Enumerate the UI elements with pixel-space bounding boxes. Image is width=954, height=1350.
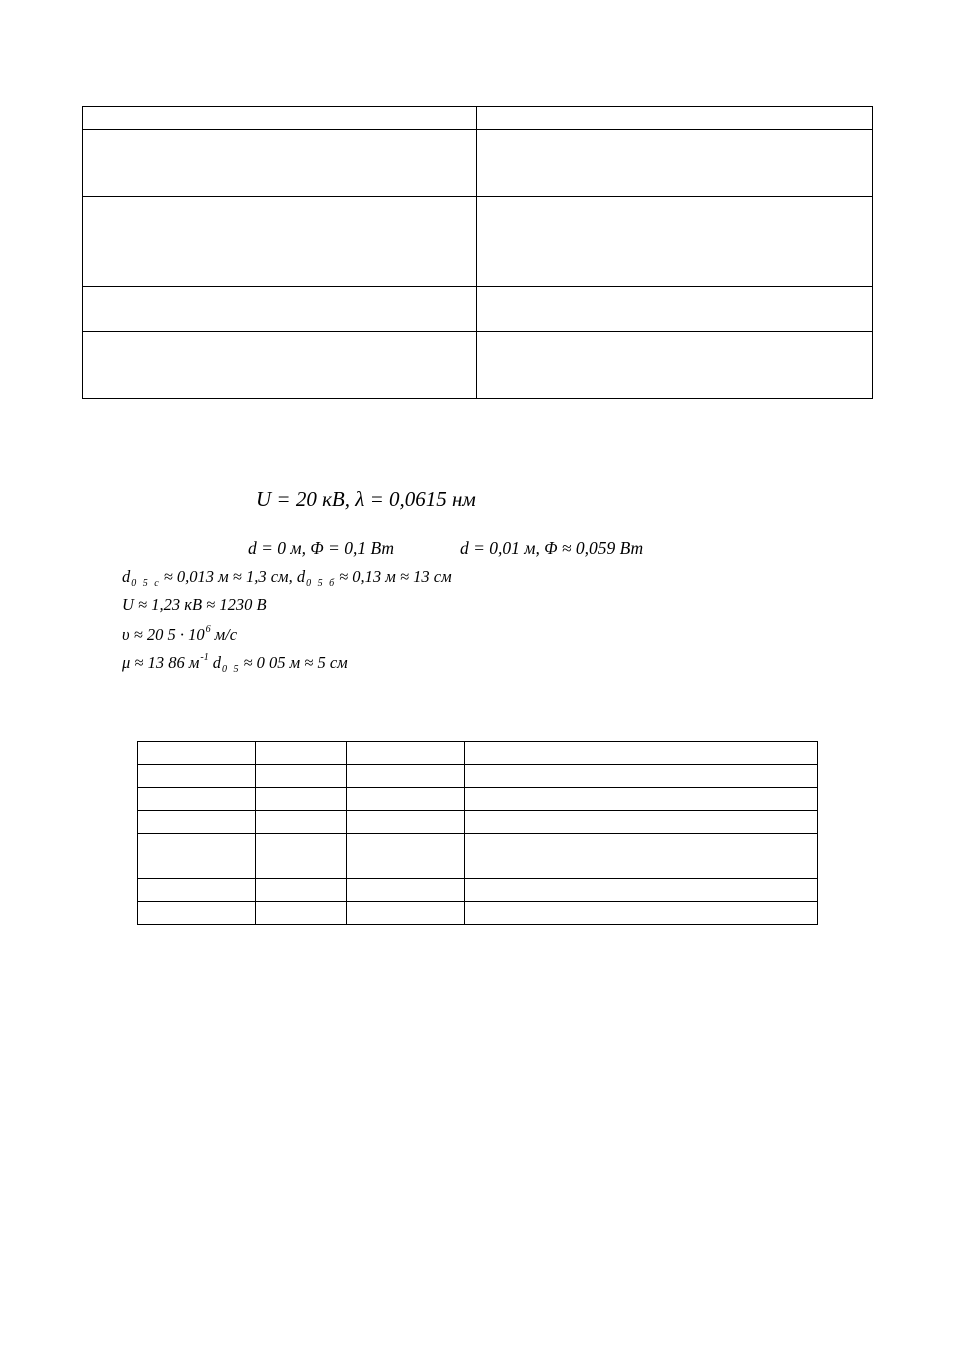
table-row <box>138 902 818 925</box>
table-cell <box>83 130 477 197</box>
table-row <box>138 879 818 902</box>
table-cell <box>477 197 873 287</box>
table-row <box>138 811 818 834</box>
table-row <box>138 788 818 811</box>
table-cell <box>83 287 477 332</box>
formula-part: ≈ 0,13 м ≈ 13 см <box>339 567 452 586</box>
formula-part: μ ≈ 13 86 м <box>122 653 200 672</box>
table-cell <box>465 879 818 902</box>
table-cell <box>347 811 465 834</box>
table-cell <box>138 811 256 834</box>
table-cell <box>256 788 347 811</box>
table-cell <box>256 811 347 834</box>
table-cell <box>465 765 818 788</box>
table-cell <box>477 130 873 197</box>
table-cell <box>138 742 256 765</box>
table-cell <box>256 879 347 902</box>
table-cell <box>138 788 256 811</box>
table-cell <box>83 197 477 287</box>
table-cell <box>465 742 818 765</box>
table-cell <box>256 765 347 788</box>
table-cell <box>138 879 256 902</box>
table-cell <box>347 902 465 925</box>
table-row <box>83 130 873 197</box>
table-cell <box>477 287 873 332</box>
table-cell <box>138 765 256 788</box>
table-row <box>83 197 873 287</box>
table-cell <box>347 765 465 788</box>
table-cell <box>347 788 465 811</box>
table-row <box>83 107 873 130</box>
formula-part: ≈ 0 05 м ≈ 5 см <box>243 653 348 672</box>
table-cell <box>83 332 477 399</box>
formula-velocity <box>122 625 237 644</box>
formula-case-2: d = 0,01 м, Φ ≈ 0,059 Вт <box>460 538 644 558</box>
table-cell <box>347 742 465 765</box>
formula-superscript: -1 <box>200 652 209 663</box>
formula-given: U = 20 кВ, λ = 0,0615 нм <box>256 487 476 511</box>
table-cell <box>347 879 465 902</box>
table-cell <box>465 811 818 834</box>
table-cell <box>477 107 873 130</box>
table-cell <box>256 742 347 765</box>
formula-subscript: 0 5 <box>221 664 241 675</box>
table-row <box>83 287 873 332</box>
table-row <box>138 834 818 879</box>
table-cell <box>256 834 347 879</box>
formula-part: d <box>212 653 221 672</box>
bottom-table <box>137 741 818 925</box>
formula-part: d <box>122 567 131 586</box>
formula-subscript: 0 5 с <box>131 578 161 589</box>
top-table <box>82 106 873 399</box>
table-cell <box>477 332 873 399</box>
table-row <box>138 765 818 788</box>
formula-subscript: 0 5 б <box>306 578 337 589</box>
formula-superscript: 6 <box>205 624 211 635</box>
table-row <box>83 332 873 399</box>
table-cell <box>256 902 347 925</box>
formula-half-layers <box>122 569 452 589</box>
formula-part: υ ≈ 20 5 · 10 <box>122 625 205 644</box>
table-cell <box>465 788 818 811</box>
formula-voltage: U ≈ 1,23 кВ ≈ 1230 В <box>122 595 267 614</box>
table-cell <box>465 834 818 879</box>
formula-case-1: d = 0 м, Φ = 0,1 Вт <box>248 538 395 558</box>
table-cell <box>465 902 818 925</box>
table-cell <box>347 834 465 879</box>
formula-part: ≈ 0,013 м ≈ 1,3 см, d <box>163 567 306 586</box>
table-cell <box>138 902 256 925</box>
table-cell <box>83 107 477 130</box>
formula-attenuation <box>122 653 348 675</box>
table-cell <box>138 834 256 879</box>
table-row <box>138 742 818 765</box>
formula-part: м/с <box>214 625 238 644</box>
